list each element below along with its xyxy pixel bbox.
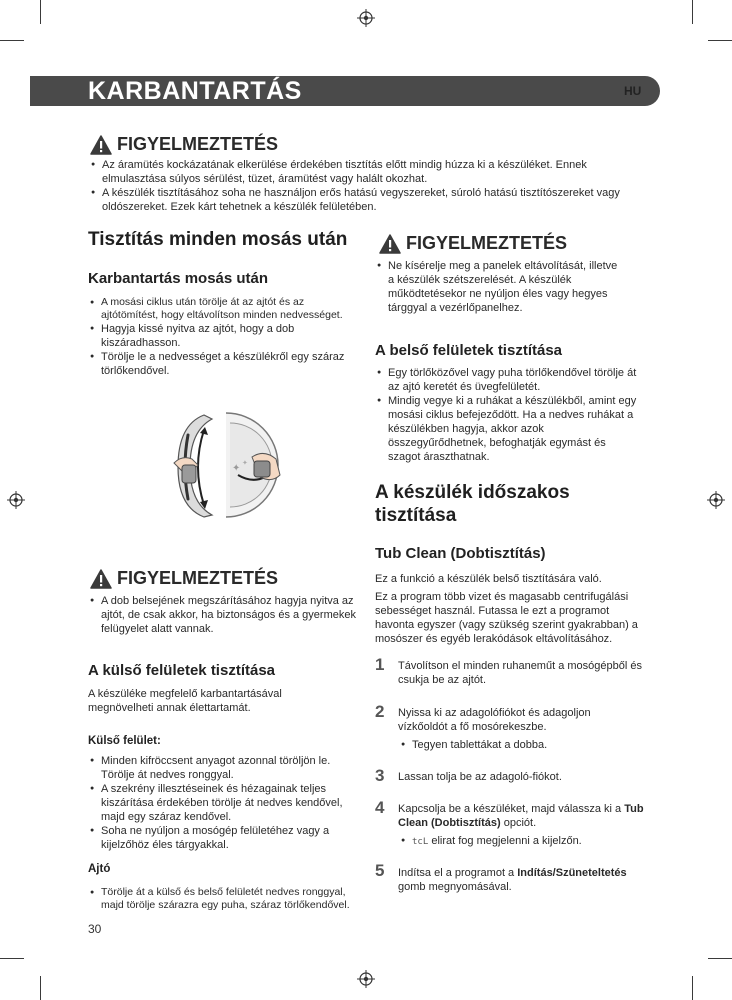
section-title: A készülék időszakos tisztítása bbox=[375, 482, 570, 526]
registration-mark-icon bbox=[7, 491, 25, 509]
step-bullet-list bbox=[401, 834, 641, 849]
list-item: ● Az áramütés kockázatának elkerülése érdekében tisztítás előtt mindig húzza ki a készüléket. Ennek elmulasztása súlyos sérülést, tüzet, áramütést vagy halált okozhat. bbox=[91, 158, 636, 186]
registration-mark-icon bbox=[357, 970, 375, 988]
list-item: ● Hagyja kissé nyitva az ajtót, hogy a dob kiszáradhasson. bbox=[90, 322, 360, 350]
paragraph: Ez a program több vizet és magasabb centrifugálási sebességet használ. Futassa le ezt a programot havonta egyszer (vagy szükség szerint gyakrabban) a mosószer és egyéb lerakódások eltávolításához. bbox=[375, 591, 638, 645]
page-number: 30 bbox=[88, 922, 102, 936]
warning-list bbox=[91, 158, 636, 214]
paragraph: A készüléke megfelelő karbantartásával megnövelheti annak élettartamát. bbox=[88, 688, 282, 714]
crop-mark bbox=[0, 40, 24, 41]
paragraph: Ez a funkció a készülék belső tisztítására való. bbox=[375, 573, 602, 585]
list-item: ● A dob belsejének megszárításához hagyja nyitva az ajtót, de csak akkor, ha biztonságos és a gyermekek felügyelet alatt vannak. bbox=[90, 594, 360, 636]
list-item: ● A szekrény illesztéseinek és hézagainak teljes kiszárítása érdekében törölje át nedves kendővel, majd egy száraz kendővel. bbox=[90, 782, 360, 824]
step-text: Lassan tolja be az adagoló-fiókot. bbox=[398, 771, 562, 783]
list-item: ● Törölje le a nedvességet a készülékről egy száraz törlőkendővel. bbox=[90, 350, 360, 378]
list-item: ● Tegyen tablettákat a dobba. bbox=[401, 738, 641, 752]
crop-mark bbox=[0, 958, 24, 959]
step-bullet-list bbox=[401, 738, 641, 752]
step-text-part: opciót. bbox=[500, 817, 537, 829]
step-number: 2 bbox=[375, 702, 385, 721]
list-item: ● Egy törlőközővel vagy puha törlőkendővel törölje át az ajtó keretét és üvegfelületét. bbox=[377, 366, 639, 394]
warning-triangle-icon bbox=[90, 569, 112, 589]
step-text-part: elirat fog megjelenni a kijelzőn. bbox=[428, 835, 582, 847]
display-code: tcL bbox=[412, 837, 429, 847]
language-code: HU bbox=[624, 84, 642, 98]
step-number: 1 bbox=[375, 655, 385, 674]
registration-mark-icon bbox=[357, 9, 375, 27]
warning-heading bbox=[90, 134, 278, 155]
crop-mark bbox=[708, 958, 732, 959]
step-text bbox=[398, 866, 648, 894]
list-item: ● Törölje át a külső és belső felületét nedves ronggyal, majd törölje szárazra egy puha, száraz törlőkendővel. bbox=[90, 886, 365, 912]
step-text-part: gomb megnyomásával. bbox=[398, 881, 512, 893]
step-number: 5 bbox=[375, 861, 385, 880]
section-title: A külső felületek tisztítása bbox=[88, 662, 276, 679]
crop-mark bbox=[692, 976, 693, 1000]
warning-heading bbox=[379, 233, 567, 254]
outer-surface-list bbox=[90, 754, 360, 852]
door-cleaning-illustration bbox=[168, 405, 298, 525]
warning-list bbox=[90, 594, 360, 636]
warning-title: FIGYELMEZTETÉS bbox=[117, 134, 279, 154]
subsection-title: A belső felületek tisztítása bbox=[375, 342, 563, 359]
warning-list bbox=[377, 259, 625, 315]
inner-surface-list bbox=[377, 366, 639, 464]
door-list bbox=[90, 886, 365, 912]
warning-title: FIGYELMEZTETÉS bbox=[406, 233, 568, 253]
list-item: ● Minden kifröccsent anyagot azonnal töröljön le. Törölje át nedves ronggyal. bbox=[90, 754, 360, 782]
page-title: KARBANTARTÁS bbox=[88, 77, 302, 105]
warning-triangle-icon bbox=[90, 135, 112, 155]
list-item: ● Soha ne nyúljon a mosógép felületéhez vagy a kijelzőhöz éles tárgyakkal. bbox=[90, 824, 360, 852]
crop-mark bbox=[692, 0, 693, 24]
button-name: Indítás/Szüneteltetés bbox=[517, 867, 627, 879]
subsection-title: Tub Clean (Dobtisztítás) bbox=[375, 545, 546, 562]
list-item: ● Ne kísérelje meg a panelek eltávolítását, illetve a készülék szétszerelését. A készülék működtetésekor ne nyúljon éles vagy hegyes tárggyal a vezérlőpanelhez. bbox=[377, 259, 625, 315]
section-title: Tisztítás minden mosás után bbox=[88, 229, 348, 250]
subsection-title: Karbantartás mosás után bbox=[88, 270, 269, 287]
svg-text:✦: ✦ bbox=[232, 463, 241, 474]
list-item: ● A mosási ciklus után törölje át az ajtót és az ajtótömítést, hogy eltávolítson minden nedvességet. bbox=[90, 296, 360, 322]
warning-title: FIGYELMEZTETÉS bbox=[117, 568, 279, 588]
step-text: Távolítson el minden ruhaneműt a mosógépből és csukja be az ajtót. bbox=[398, 660, 642, 686]
maintenance-list bbox=[90, 296, 360, 378]
program-name: Tub Clean (Dobtisztítás) bbox=[398, 803, 644, 829]
step-text-part: Indítsa el a programot a bbox=[398, 867, 518, 879]
warning-triangle-icon bbox=[379, 234, 401, 254]
svg-text:✦: ✦ bbox=[242, 459, 248, 467]
list-item: ● A készülék tisztításához soha ne használjon erős hatású vegyszereket, súroló hatású tisztítószereket vagy oldószereket. Ezek kárt tehetnek a készülék felületében. bbox=[91, 186, 636, 214]
step-number: 4 bbox=[375, 798, 385, 817]
list-item: ● Mindig vegye ki a ruhákat a készülékből, amint egy mosási ciklus befejeződött. Ha a nedves ruhákat a készülékben hagyja, akkor azok összegyűrődhetnek, befoghatják egymást és szagot áraszthatnak. bbox=[377, 394, 639, 464]
crop-mark bbox=[708, 40, 732, 41]
warning-heading bbox=[90, 568, 278, 589]
subsection-title: Ajtó bbox=[88, 863, 111, 875]
step-text-part: Kapcsolja be a készüléket, majd válassza ki a bbox=[398, 803, 625, 815]
subsection-title: Külső felület: bbox=[88, 735, 161, 747]
registration-mark-icon bbox=[707, 491, 725, 509]
step-number: 3 bbox=[375, 766, 385, 785]
list-item bbox=[401, 834, 641, 849]
step-text: Nyissa ki az adagolófiókot és adagoljon vízkőoldót a fő mosórekeszbe. bbox=[398, 707, 591, 733]
step-text bbox=[398, 802, 648, 830]
crop-mark bbox=[40, 0, 41, 24]
crop-mark bbox=[40, 976, 41, 1000]
